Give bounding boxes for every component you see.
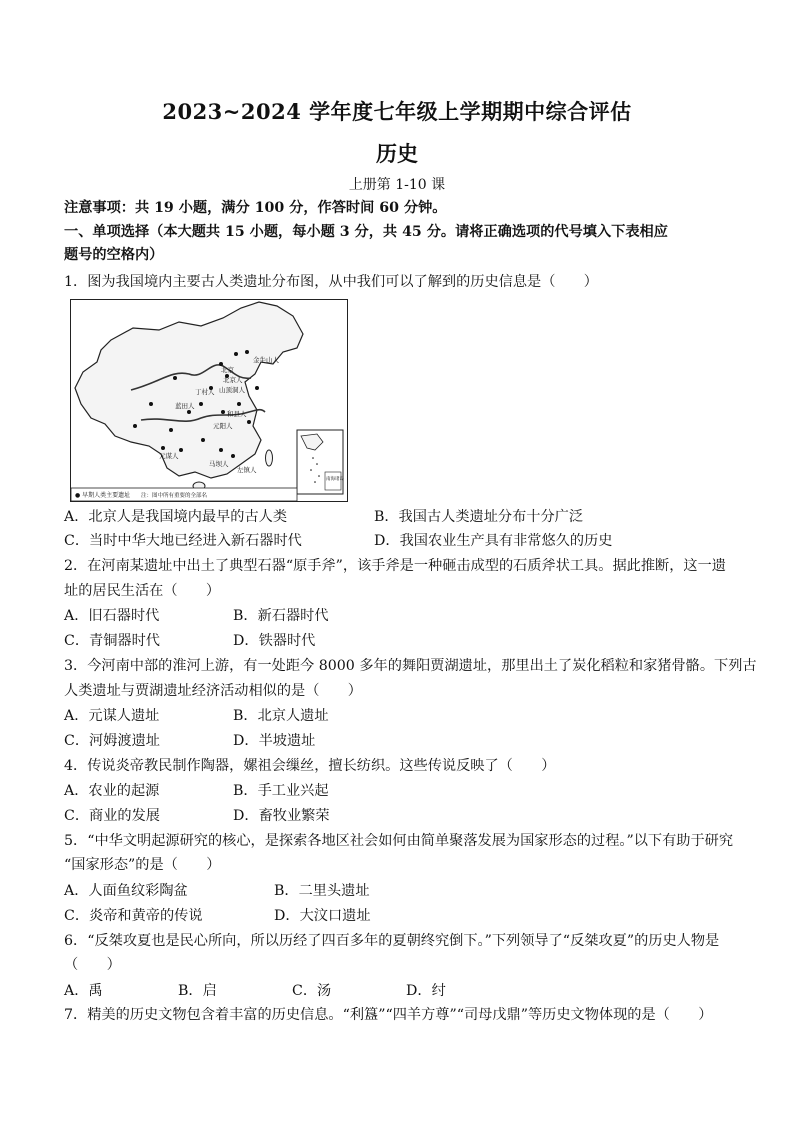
q6-option-d[interactable]: D．纣	[406, 983, 446, 999]
q2-option-a[interactable]: A．旧石器时代	[64, 608, 160, 624]
subject-title: 历史	[376, 141, 418, 166]
q4-option-a[interactable]: A．农业的起源	[64, 783, 160, 799]
q1-option-d[interactable]: D．我国农业生产具有非常悠久的历史	[374, 533, 613, 549]
notice: 注意事项：共 19 小题，满分 100 分，作答时间 60 分钟。	[64, 200, 447, 216]
question-5-stem: 5．“中华文明起源研究的核心，是探索各地区社会如何由简单聚落发展为国家形态的过程。”以下有助于研究	[64, 833, 734, 849]
question-4-stem: 4．传说炎帝教民制作陶器，嫘祖会缫丝，擅长纺织。这些传说反映了（ ）	[64, 758, 556, 774]
map-label: 山顶洞人	[219, 386, 245, 394]
section-heading-line1: 一、单项选择（本大题共 15 小题，每小题 3 分，共 45 分。请将正确选项的代号填入下表相应	[64, 224, 668, 240]
q2-option-b[interactable]: B．新石器时代	[233, 608, 329, 624]
question-5-stem-cont: “国家形态”的是（ ）	[64, 857, 221, 873]
south-china-sea-inset	[297, 430, 344, 494]
map-label: 左镇人	[237, 466, 257, 474]
ancient-sites-map	[70, 299, 348, 502]
q6-option-c[interactable]: C．汤	[292, 983, 332, 999]
question-6-stem-cont: （ ）	[64, 957, 121, 973]
q5-option-c[interactable]: C．炎帝和黄帝的传说	[64, 908, 203, 924]
china-map-figure	[71, 300, 347, 501]
section-heading-line2: 题号的空格内）	[64, 247, 164, 263]
q4-option-c[interactable]: C．商业的发展	[64, 808, 160, 824]
map-label: 北京人	[223, 376, 243, 384]
q3-option-c[interactable]: C．河姆渡遗址	[64, 733, 160, 749]
question-2-stem: 2．在河南某遗址中出土了典型石器“原手斧”，该手斧是一种砸击成型的石质斧状工具。据此推断，这一遗	[64, 558, 726, 574]
exam-title: 2023~2024 学年度七年级上学期期中综合评估	[162, 99, 632, 124]
q2-option-d[interactable]: D．铁器时代	[233, 633, 316, 649]
exam-scope: 上册第 1-10 课	[348, 177, 446, 193]
q5-option-b[interactable]: B．二里头遗址	[274, 883, 370, 899]
question-3-stem: 3．今河南中部的淮河上游，有一处距今 8000 多年的舞阳贾湖遗址，那里出土了炭化稻粒和家猪骨骼。下列古	[64, 658, 757, 674]
q4-option-d[interactable]: D．畜牧业繁荣	[233, 808, 330, 824]
q5-option-d[interactable]: D．大汶口遗址	[274, 908, 371, 924]
map-label: 北京	[221, 366, 234, 374]
map-label: 马坝人	[209, 460, 229, 468]
map-label: 元阳人	[213, 422, 233, 430]
map-legend: ● 早期人类主要遗址	[75, 492, 131, 499]
map-label: 蓝田人	[175, 402, 195, 410]
map-label: 丁村人	[195, 388, 215, 396]
q1-option-a[interactable]: A．北京人是我国境内最早的古人类	[64, 509, 288, 525]
question-3-stem-cont: 人类遗址与贾湖遗址经济活动相似的是（ ）	[64, 683, 362, 699]
map-note: 注：图中所有重要的全部名	[141, 493, 208, 499]
q2-option-c[interactable]: C．青铜器时代	[64, 633, 160, 649]
q6-option-a[interactable]: A．禹	[64, 983, 103, 999]
q3-option-a[interactable]: A．元谋人遗址	[64, 708, 160, 724]
q1-option-b[interactable]: B．我国古人类遗址分布十分广泛	[374, 509, 584, 525]
question-2-stem-cont: 址的居民生活在（ ）	[64, 583, 221, 599]
question-6-stem: 6．“反桀攻夏也是民心所向，所以历经了四百多年的夏朝终究倒下。”下列领导了“反桀攻夏”的历史人物是	[64, 933, 720, 949]
map-label: 金牛山人	[253, 356, 279, 364]
inset-label: 南海诸岛	[326, 477, 344, 482]
question-7-stem: 7．精美的历史文物包含着丰富的历史信息。“利簋”“四羊方尊”“司母戊鼎”等历史文物体现的是（ ）	[64, 1007, 713, 1023]
q4-option-b[interactable]: B．手工业兴起	[233, 783, 329, 799]
q1-option-c[interactable]: C．当时中华大地已经进入新石器时代	[64, 533, 302, 549]
map-label: 元谋人	[159, 452, 179, 460]
taiwan-island	[266, 450, 273, 466]
q3-option-b[interactable]: B．北京人遗址	[233, 708, 329, 724]
q5-option-a[interactable]: A．人面鱼纹彩陶盆	[64, 883, 188, 899]
map-label: 和县人	[227, 410, 247, 418]
q6-option-b[interactable]: B．启	[178, 983, 217, 999]
q3-option-d[interactable]: D．半坡遗址	[233, 733, 316, 749]
question-1-stem: 1．图为我国境内主要古人类遗址分布图，从中我们可以了解到的历史信息是（ ）	[64, 274, 598, 290]
